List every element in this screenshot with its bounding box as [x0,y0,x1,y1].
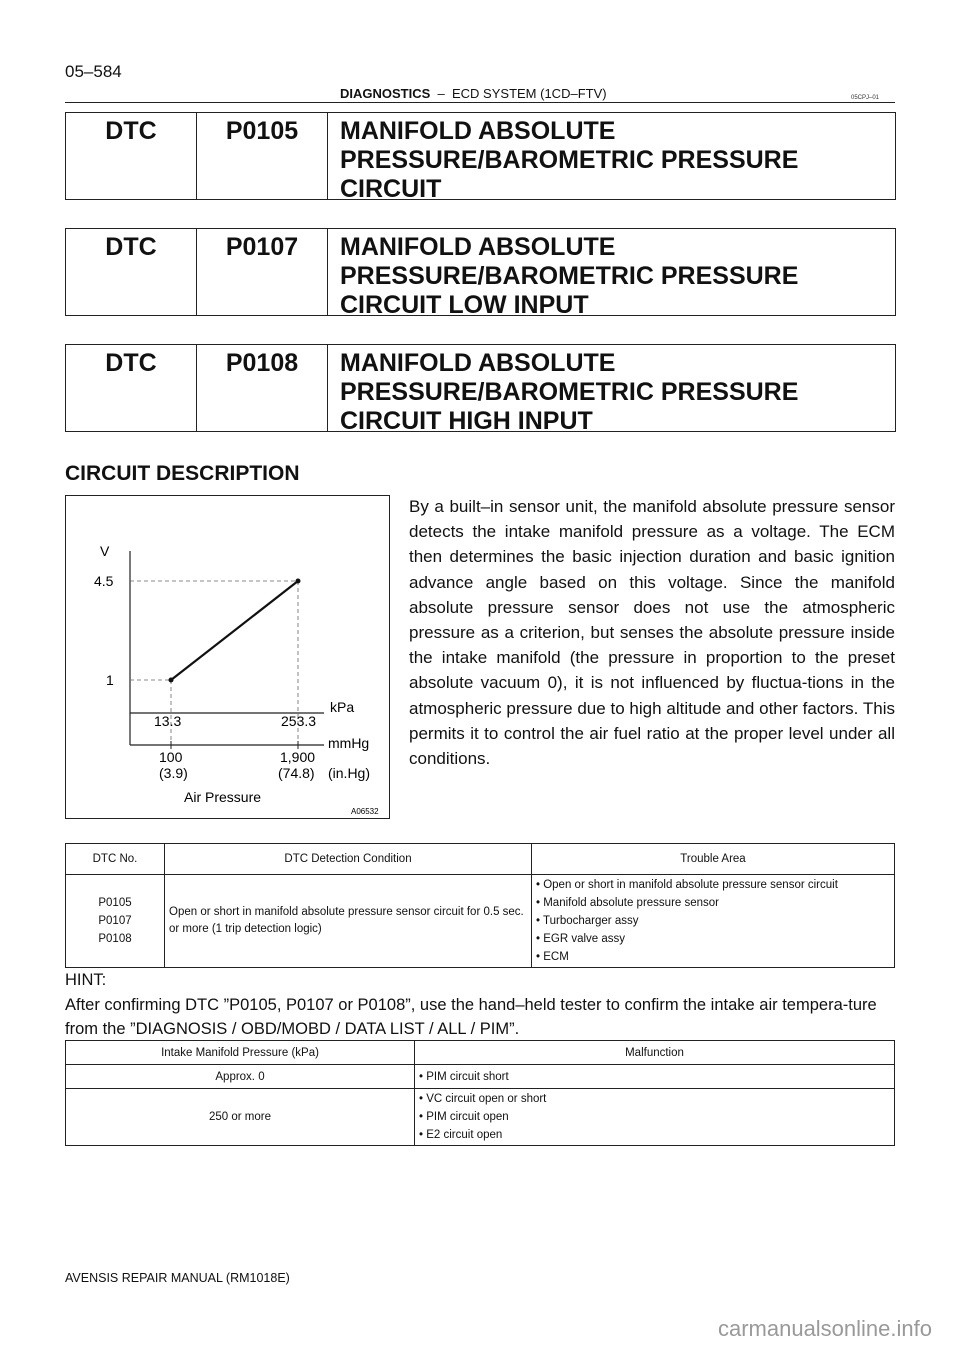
dtc-number-cell [66,875,165,968]
page-number: 05–584 [65,62,122,81]
malfunction-item: • PIM circuit short [415,1065,895,1089]
dtc-box-p0107 [65,228,896,319]
x-tick-label-kpa: 13.3 [154,713,182,729]
table-row [66,1065,895,1089]
table-header: DTC No. [66,844,165,875]
y-tick-label: 1 [106,672,114,688]
x-unit-inhg: (in.Hg) [328,765,371,781]
table-header: Malfunction [415,1041,895,1065]
x-tick-label-mmhg: 1,900 [280,749,316,765]
header-separator: – [437,86,445,101]
header-section: DIAGNOSTICS [340,86,431,101]
trouble-area-item: • EGR valve assy [536,933,626,945]
dtc-title [328,113,895,203]
malfunction-item: • VC circuit open or short [419,1093,547,1105]
table-header: Intake Manifold Pressure (kPa) [66,1041,415,1065]
x-axis-label: Air Pressure [184,789,262,805]
pim-table [65,1040,895,1146]
dtc-code: P0108 [197,345,328,431]
dtc-title [328,229,895,319]
dtc-title-line: PRESSURE/BAROMETRIC PRESSURE [340,146,799,174]
chart-svg [66,496,389,818]
x-tick-label-kpa: 253.3 [281,713,317,729]
circuit-description-title: CIRCUIT DESCRIPTION [65,462,300,485]
malfunction-cell [415,1089,895,1146]
dtc-code: P0105 [197,113,328,199]
y-axis-label: V [100,543,110,559]
dtc-number: P0108 [98,933,132,945]
malfunction-item: • PIM circuit open [419,1111,509,1123]
trouble-area-item: • Manifold absolute pressure sensor [536,897,720,909]
table-row [66,1089,895,1146]
trouble-area-item: • Open or short in manifold absolute pressure sensor circuit [536,879,838,891]
hint-label: HINT: [65,971,107,989]
header-subsection: ECD SYSTEM (1CD–FTV) [452,86,607,101]
table-row [66,875,895,968]
header-rule [65,102,895,103]
x-tick-label-mmhg: 100 [159,749,183,765]
table-header-row [66,1041,895,1065]
dtc-title-line: CIRCUIT [340,175,442,203]
dtc-title [328,345,895,435]
table-header-row [66,844,895,875]
trouble-area-item: • Turbocharger assy [536,915,639,927]
dtc-label: DTC [66,113,197,199]
dtc-title-line: PRESSURE/BAROMETRIC PRESSURE [340,262,799,290]
x-tick-label-inhg: (74.8) [278,765,315,781]
hint-text: After confirming DTC ”P0105, P0107 or P0108”, use the hand–held tester to confirm the intake air tempera-ture from the ”DIAGNOSIS / OBD/MOBD / DATA LIST / ALL / PIM”. [65,996,877,1038]
table-header: DTC Detection Condition [165,844,532,875]
y-tick-label: 4.5 [94,573,114,589]
dtc-number: P0105 [98,897,132,909]
watermark: carmanualsonline.info [717,1316,932,1341]
trouble-area-cell [532,875,895,968]
figure-code: A06532 [351,807,379,816]
data-point [169,678,174,683]
dtc-label: DTC [66,345,197,431]
dtc-box-p0108 [65,344,896,435]
pressure-cell: 250 or more [66,1089,415,1146]
dtc-label: DTC [66,229,197,315]
x-tick-label-inhg: (3.9) [159,765,188,781]
dtc-title-line: PRESSURE/BAROMETRIC PRESSURE [340,378,799,406]
dtc-box-p0105 [65,112,896,203]
malfunction-item: • E2 circuit open [419,1129,503,1141]
pressure-cell: Approx. 0 [66,1065,415,1089]
dtc-title-line: CIRCUIT LOW INPUT [340,291,589,319]
x-unit-kpa: kPa [330,699,355,715]
dtc-code: P0107 [197,229,328,315]
pressure-voltage-chart [65,495,390,819]
dtc-number: P0107 [98,915,132,927]
series-line [171,581,298,680]
footer-manual: AVENSIS REPAIR MANUAL (RM1018E) [65,1271,290,1285]
dtc-title-line: CIRCUIT HIGH INPUT [340,407,593,435]
x-unit-mmhg: mmHg [328,735,370,751]
circuit-description-text: By a built–in sensor unit, the manifold absolute pressure sensor detects the intake manifold pressure as a voltage. The ECM then determines the basic injection duration and basic ignition advance angle based on this voltage. Since the manifold absolute pressure sensor does not use the atmospheric pressure as a criterion, but senses the absolute pressure inside the intake manifold (the pressure in proportion to the preset absolute vacuum 0), it is not influenced by fluctua-tions in the atmospheric pressure due to high altitude and other factors. This permits it to control the air fuel ratio at the proper level under all conditions. [409,497,895,769]
dtc-title-line: MANIFOLD ABSOLUTE [340,117,616,145]
trouble-area-item: • ECM [536,951,569,963]
dtc-title-line: MANIFOLD ABSOLUTE [340,233,616,261]
data-point [296,579,301,584]
detection-condition-cell: Open or short in manifold absolute pressure sensor circuit for 0.5 sec. or more (1 trip detection logic) [165,875,532,968]
dtc-detection-table [65,843,895,968]
doc-code: 05CPJ–01 [851,95,880,101]
dtc-title-line: MANIFOLD ABSOLUTE [340,349,616,377]
table-header: Trouble Area [532,844,895,875]
page-header [340,86,607,101]
